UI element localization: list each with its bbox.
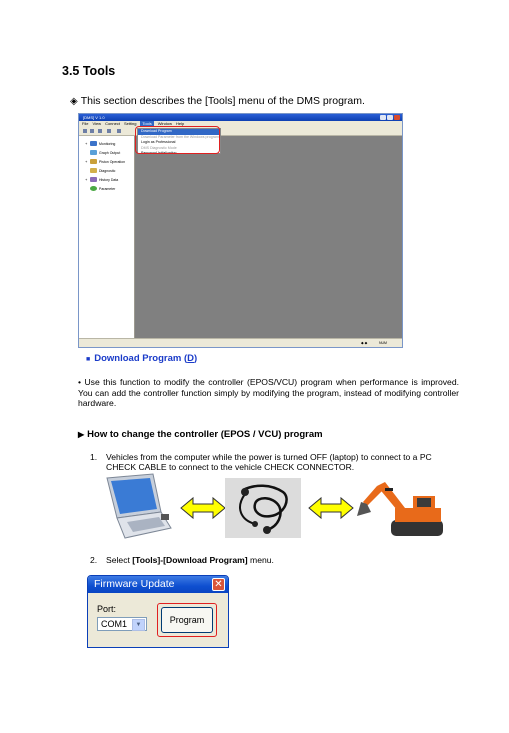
port-select[interactable] — [97, 617, 147, 631]
menu-item-diagnostic-mode[interactable]: DMS Diagnostic Mode — [141, 145, 177, 150]
tree-item-parameter[interactable]: Parameter — [85, 186, 115, 191]
close-icon[interactable] — [394, 115, 400, 120]
app-statusbar — [79, 338, 402, 348]
connection-illustration — [95, 472, 455, 544]
firmware-update-dialog — [87, 575, 229, 648]
app-tree-pane — [79, 136, 135, 338]
check-cable-photo — [225, 478, 301, 538]
menu-tools[interactable]: Tools — [142, 121, 152, 126]
description-paragraph: • Use this function to modify the controller (EPOS/VCU) program when performance is improved. You can add the controller function simply by modifying the program, instead of modifying controller hardware. — [78, 377, 459, 408]
status-indicator-icon: ◆ ◆ — [361, 341, 368, 345]
menu-setting[interactable]: Setting — [123, 121, 137, 126]
toolbar-tool-icon[interactable] — [117, 129, 121, 133]
menu-window[interactable]: Window — [157, 121, 172, 126]
menu-item-download-parameter[interactable]: Download Parameter from the Windows program — [141, 134, 219, 139]
intro-line — [70, 95, 365, 107]
tree-item-history-data[interactable]: + History Data — [85, 177, 119, 182]
diagnostic-icon — [90, 168, 97, 173]
highlight-box — [135, 126, 220, 154]
toolbar-filter-icon[interactable] — [107, 129, 111, 133]
history-icon — [90, 177, 97, 182]
menu-item-download-program[interactable]: Download Program — [138, 129, 220, 135]
toolbar-open-icon[interactable] — [83, 129, 87, 133]
maximize-icon[interactable] — [387, 115, 393, 120]
excavator-photo — [357, 482, 443, 536]
menu-item-password-init[interactable]: Password Initialization — [141, 151, 177, 155]
app-toolbar — [79, 127, 402, 136]
menu-file[interactable]: File — [82, 121, 89, 126]
app-titlebar — [79, 114, 402, 121]
parameter-icon — [90, 186, 97, 191]
window-controls — [380, 115, 400, 120]
tree-item-piston-operation[interactable]: + Piston Operation — [85, 159, 126, 164]
triangle-bullet-icon: ▶ — [78, 430, 85, 439]
menu-connect[interactable]: Connect — [105, 121, 120, 126]
port-label: Port: — [97, 604, 117, 614]
how-to-heading: ▶ How to change the controller (EPOS / VCU) program — [78, 429, 323, 440]
program-button[interactable]: Program — [161, 607, 213, 633]
step-2: 2. Select [Tools]-[Download Program] menu. — [90, 555, 274, 565]
download-program-heading: ■ Download Program (D) — [86, 353, 198, 364]
monitor-icon — [90, 141, 97, 146]
laptop-icon — [107, 474, 171, 538]
menu-help[interactable]: Help — [176, 121, 185, 126]
shortcut-key: D — [187, 353, 195, 364]
square-bullet-icon: ■ — [86, 356, 91, 363]
status-num: NUM — [379, 341, 387, 345]
menu-path: [Tools]-[Download Program] — [132, 555, 248, 565]
double-arrow-icon — [309, 498, 353, 518]
step-1 — [90, 452, 460, 472]
toolbar-connect-icon[interactable] — [98, 129, 102, 133]
minimize-icon[interactable] — [380, 115, 386, 120]
dms-app-screenshot — [78, 113, 403, 348]
double-arrow-icon — [181, 498, 225, 518]
close-icon[interactable]: ✕ — [212, 578, 225, 591]
step-number: 2. — [90, 555, 98, 565]
tree-item-diagnostic[interactable]: Diagnostic — [85, 168, 115, 173]
app-workspace — [135, 136, 402, 338]
tree-item-graph-output[interactable]: Graph Output — [85, 150, 120, 155]
step-number: 1. — [90, 452, 98, 462]
dialog-title: Firmware Update — [88, 576, 228, 593]
port-value: COM1 — [101, 619, 128, 629]
step-text: Vehicles from the computer while the power is turned OFF (laptop) to connect to a PC CHECK CABLE to connect to the vehicle CHECK CONNECTOR. — [106, 452, 432, 472]
tree-item-monitoring[interactable]: + Monitoring — [85, 141, 116, 146]
app-window-title: [DMS] V 1.0 — [83, 115, 105, 120]
intro-text: This section describes the [Tools] menu of the DMS program. — [80, 95, 365, 107]
diamond-bullet-icon: ◈ — [70, 96, 78, 107]
toolbar-save-icon[interactable] — [90, 129, 94, 133]
section-title: 3.5 Tools — [62, 64, 116, 78]
graph-icon — [90, 150, 97, 155]
menu-view[interactable]: View — [92, 121, 102, 126]
menu-item-login-professional[interactable]: Login as Professional — [141, 140, 176, 144]
chevron-down-icon[interactable]: ▼ — [132, 619, 145, 631]
piston-icon — [90, 159, 97, 164]
